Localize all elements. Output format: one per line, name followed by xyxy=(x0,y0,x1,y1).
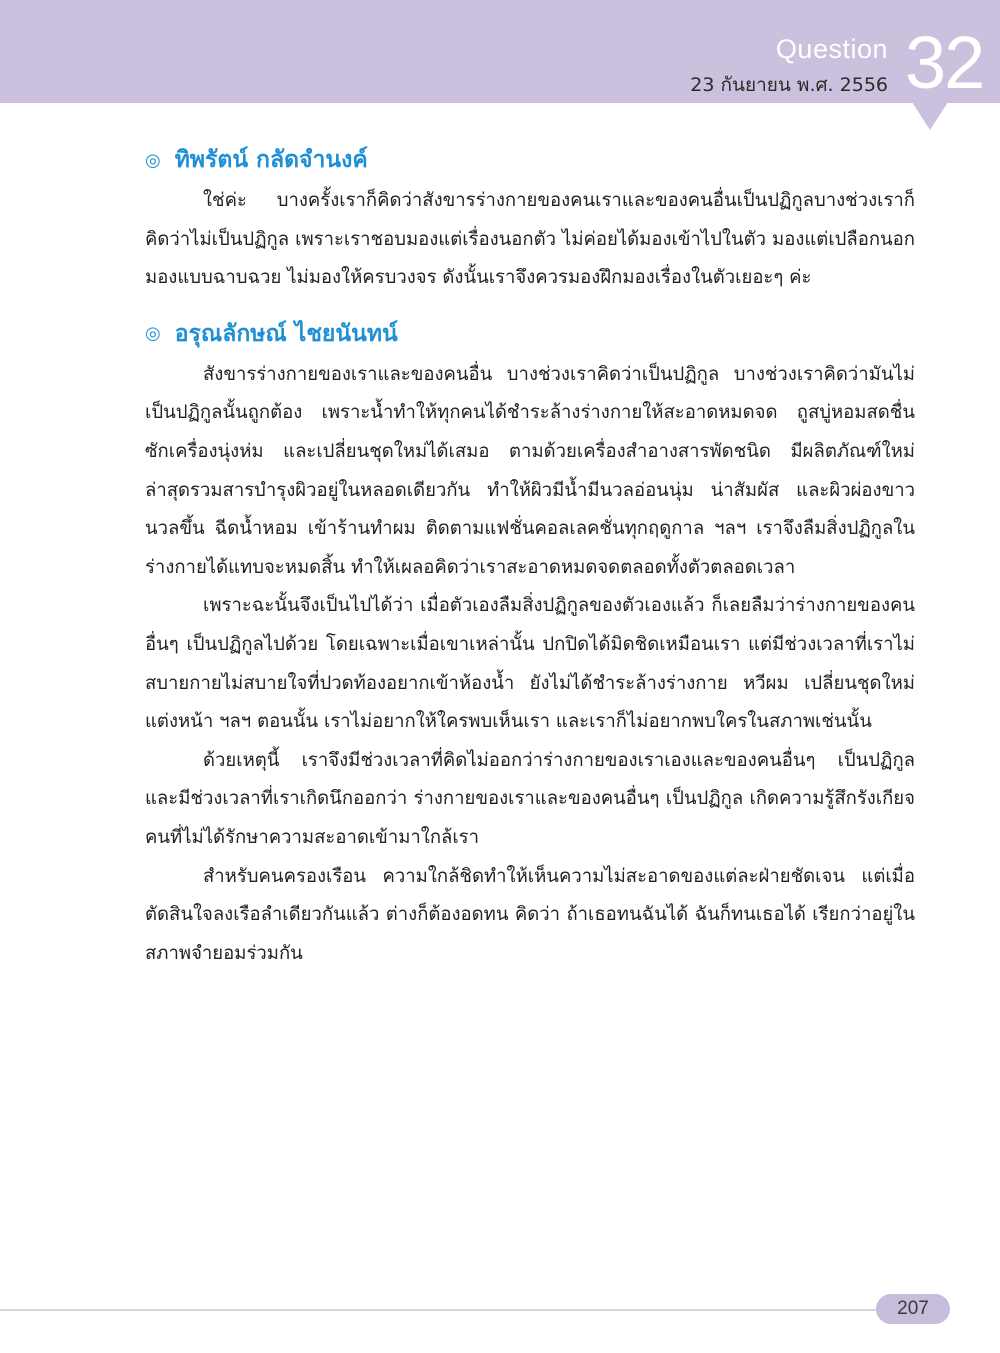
bullet-icon: ◎ xyxy=(145,323,161,345)
answer-section-2 xyxy=(145,316,915,974)
bullet-icon: ◎ xyxy=(145,149,161,171)
question-date: 23 กันยายน พ.ศ. 2556 xyxy=(690,74,888,96)
author-name: ทิพรัตน์ กลัดจำนงค์ xyxy=(174,147,368,173)
footer-divider xyxy=(0,1309,880,1311)
author-heading xyxy=(145,316,915,352)
paragraph: สังขารร่างกายของเราและของคนอื่น บางช่วงเราคิดว่าเป็นปฏิกูล บางช่วงเราคิดว่ามันไม่เป็นปฏิกูลนั้นถูกต้อง เพราะน้ำทำให้ทุกคนได้ชำระล้างร่างกายให้สะอาดหมดจด ถูสบู่หอมสดชื่น ซักเครื่องนุ่งห่ม และเปลี่ยนชุดใหม่ได้เสมอ ตามด้วยเครื่องสำอางสารพัดชนิด มีผลิตภัณฑ์ใหม่ล่าสุดรวมสารบำรุงผิวอยู่ในหลอดเดียวกัน ทำให้ผิวมีน้ำมีนวลอ่อนนุ่ม น่าสัมผัส และผิวผ่องขาวนวลขึ้น ฉีดน้ำหอม เข้าร้านทำผม ติดตามแฟชั่นคอลเลคชั่นทุกฤดูกาล ฯลฯ เราจึงลืมสิ่งปฏิกูลในร่างกายได้แทบจะหมดสิ้น ทำให้เผลอคิดว่าเราสะอาดหมดจดตลอดทั้งตัวตลอดเวลา xyxy=(145,363,915,578)
question-number: 32 xyxy=(905,21,984,104)
page-number-badge xyxy=(876,1294,950,1324)
paragraph: เพราะฉะนั้นจึงเป็นไปได้ว่า เมื่อตัวเองลืมสิ่งปฏิกูลของตัวเองแล้ว ก็เลยลืมว่าร่างกายของคนอื่นๆ เป็นปฏิกูลไปด้วย โดยเฉพาะเมื่อเขาเหล่านั้น ปกปิดได้มิดชิดเหมือนเรา แต่มีช่วงเวลาที่เราไม่สบายกายไม่สบายใจที่ปวดท้องอยากเข้าห้องน้ำ ยังไม่ได้ชำระล้างร่างกาย หวีผม เปลี่ยนชุดใหม่ แต่งหน้า ฯลฯ ตอนนั้น เราไม่อยากให้ใครพบเห็นเรา และเราก็ไม่อยากพบใครในสภาพเช่นนั้น xyxy=(145,595,915,733)
header-pointer xyxy=(912,102,948,130)
question-label: Question xyxy=(775,34,888,64)
author-name: อรุณลักษณ์ ไชยนันทน์ xyxy=(174,320,398,347)
paragraph: ใช่ค่ะ บางครั้งเราก็คิดว่าสังขารร่างกายของคนเราและของคนอื่นเป็นปฏิกูลบางช่วงเราก็คิดว่าไม่เป็นปฏิกูล เพราะเราชอบมองแต่เรื่องนอกตัว ไม่ค่อยได้มองเข้าไปในตัว มองแต่เปลือกนอก มองแบบฉาบฉวย ไม่มองให้ครบวงจร ดังนั้นเราจึงควรมองฝึกมองเรื่องในตัวเยอะๆ ค่ะ xyxy=(145,190,915,289)
page-number: 207 xyxy=(897,1298,929,1319)
author-heading xyxy=(145,142,915,178)
answer-section-1 xyxy=(145,142,915,298)
paragraph: สำหรับคนครองเรือน ความใกล้ชิดทำให้เห็นความไม่สะอาดของแต่ละฝ่ายชัดเจน แต่เมื่อตัดสินใจลงเรือลำเดียวกันแล้ว ต่างก็ต้องอดทน คิดว่า ถ้าเธอทนฉันได้ ฉันก็ทนเธอได้ เรียกว่าอยู่ในสภาพจำยอมร่วมกัน xyxy=(145,865,915,964)
paragraph: ด้วยเหตุนี้ เราจึงมีช่วงเวลาที่คิดไม่ออกว่าร่างกายของเราเองและของคนอื่นๆ เป็นปฏิกูล และมีช่วงเวลาที่เราเกิดนึกออกว่า ร่างกายของเราและของคนอื่นๆ เป็นปฏิกูล เกิดความรู้สึกรังเกียจคนที่ไม่ได้รักษาความสะอาดเข้ามาใกล้เรา xyxy=(145,749,915,848)
article-body xyxy=(145,142,915,973)
